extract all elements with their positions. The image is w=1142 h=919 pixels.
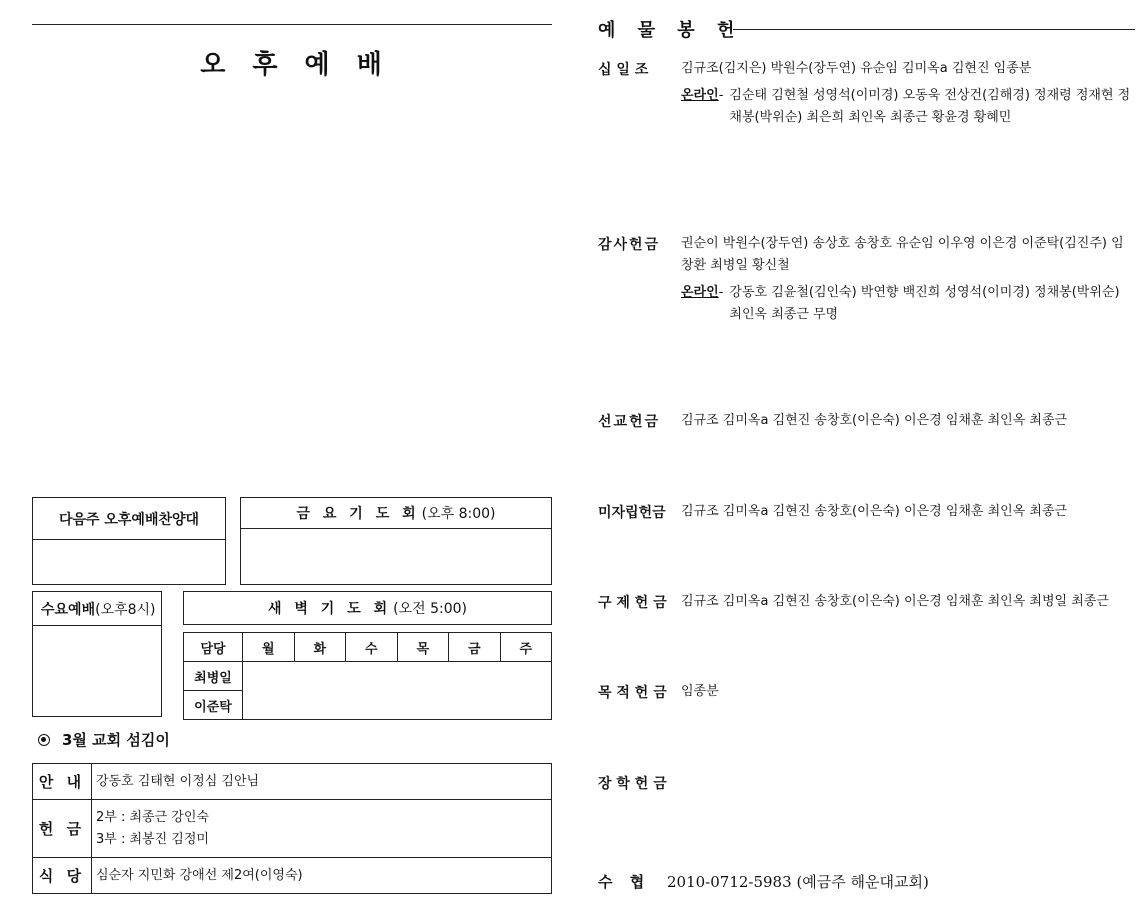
table-row xyxy=(33,858,552,894)
bank-name: 수 협 xyxy=(598,873,651,891)
column-header: 금 xyxy=(449,633,501,662)
duty-line: 3부 : 최봉진 김정미 xyxy=(96,831,209,847)
column-header: 화 xyxy=(294,633,346,662)
next-choir-header: 다음주 오후예배찬양대 xyxy=(33,498,225,540)
bullet-circle-icon xyxy=(38,734,50,746)
leader-name: 최병일 xyxy=(184,662,243,691)
leader-name: 이준탁 xyxy=(184,691,243,720)
wednesday-service-title: 수요예배 xyxy=(41,601,96,618)
next-choir-box xyxy=(32,497,226,585)
online-names-thanksgiving: 강동호 김윤철(김인숙) 박연향 백진희 성영석(이미경) 정채봉(박위순) 최인옥 최종근 무명 xyxy=(729,285,1120,322)
account-number: 2010-0712-5983 xyxy=(666,873,792,891)
offerings-title: 예 물 봉 헌 xyxy=(598,20,743,41)
wednesday-service-header xyxy=(33,592,161,626)
wednesday-service-box xyxy=(32,591,162,717)
category-label-tithe: 십 일 조 xyxy=(598,62,649,78)
table-row xyxy=(184,691,552,720)
category-names-relief: 김규조 김미옥a 김현진 송창호(이은숙) 이은경 임채훈 최인옥 최병일 최종근 xyxy=(681,594,1109,609)
category-label-church-support: 미자립헌금 xyxy=(598,505,666,521)
category-label-scholarship: 장 학 헌 금 xyxy=(598,776,667,792)
duty-names xyxy=(92,800,552,858)
column-header: 수 xyxy=(346,633,398,662)
category-names-designated: 임종분 xyxy=(681,684,719,699)
church-service-heading xyxy=(38,729,170,750)
schedule-cell xyxy=(243,691,552,720)
duty-names xyxy=(92,858,552,894)
duty-label: 안 내 xyxy=(33,764,92,800)
duty-line: 심순자 지민화 강애선 제2여(이영숙) xyxy=(96,867,303,883)
friday-prayer-header xyxy=(241,498,551,529)
column-header: 목 xyxy=(397,633,449,662)
afternoon-service-title: 오 후 예 배 xyxy=(200,50,384,80)
online-names-tithe: 김순태 김현철 성영석(이미경) 오동욱 전상건(김해경) 정재령 정재현 정채봉(박위순) 최은희 최인옥 최종근 황윤경 황혜민 xyxy=(729,88,1131,125)
category-label-designated: 목 적 헌 금 xyxy=(598,685,667,701)
column-header: 담당 xyxy=(184,633,243,662)
table-row xyxy=(33,764,552,800)
category-label-thanksgiving: 감사헌금 xyxy=(598,237,661,253)
category-names-missions: 김규조 김미옥a 김현진 송창호(이은숙) 이은경 임채훈 최인옥 최종근 xyxy=(681,413,1068,428)
bank-account xyxy=(598,871,929,892)
friday-prayer-time: (오후 8:00) xyxy=(421,506,496,522)
dawn-prayer-header xyxy=(184,592,551,624)
category-label-relief: 구 제 헌 금 xyxy=(598,595,667,611)
dawn-prayer-table xyxy=(183,632,552,720)
dawn-prayer-header-box xyxy=(183,591,552,625)
duty-label: 식 당 xyxy=(33,858,92,894)
wednesday-service-time: (오후8시) xyxy=(95,601,156,618)
duty-line: 강동호 김태현 이정심 김안님 xyxy=(96,773,260,789)
schedule-cell xyxy=(243,662,552,691)
category-label-missions: 선교헌금 xyxy=(598,414,661,430)
dawn-prayer-header-row xyxy=(184,633,552,662)
category-names-church-support: 김규조 김미옥a 김현진 송창호(이은숙) 이은경 임채훈 최인옥 최종근 xyxy=(681,504,1068,519)
column-header: 월 xyxy=(243,633,295,662)
offerings-divider xyxy=(733,29,1135,30)
duty-label: 헌 금 xyxy=(33,800,92,858)
column-header: 주 xyxy=(500,633,552,662)
church-service-table xyxy=(32,763,552,894)
account-holder: (예금주 해운대교회) xyxy=(796,873,929,891)
dawn-prayer-time: (오전 5:00) xyxy=(393,601,467,617)
dawn-prayer-title: 새 벽 기 도 회 xyxy=(268,601,388,617)
online-label: 온라인 xyxy=(681,285,719,300)
duty-names xyxy=(92,764,552,800)
online-label: 온라인 xyxy=(681,88,719,103)
table-row xyxy=(33,800,552,858)
category-names-thanksgiving: 권순이 박원수(장두연) 송상호 송창호 유순임 이우영 이은경 이준탁(김진주) 임창환 최병일 황신철 xyxy=(681,236,1124,273)
table-row xyxy=(184,662,552,691)
top-divider xyxy=(32,24,552,25)
friday-prayer-title: 금 요 기 도 회 xyxy=(296,506,416,522)
friday-prayer-box xyxy=(240,497,552,585)
online-row-tithe: 온라인 - 김순태 김현철 성영석(이미경) 오동욱 전상건(김해경) 정재령 정재현 정채봉(박위순) 최은희 최인옥 최종근 황윤경 황혜민 xyxy=(681,85,1136,129)
church-service-title: 3월 교회 섬김이 xyxy=(62,731,170,749)
duty-line: 2부 : 최종근 강인숙 xyxy=(96,809,209,825)
online-row-thanksgiving: 온라인 - 강동호 김윤철(김인숙) 박연향 백진희 성영석(이미경) 정채봉(박위순) 최인옥 최종근 무명 xyxy=(681,282,1136,326)
category-names-tithe: 김규조(김지은) 박원수(장두연) 유순임 김미옥a 김현진 임종분 xyxy=(681,61,1032,76)
